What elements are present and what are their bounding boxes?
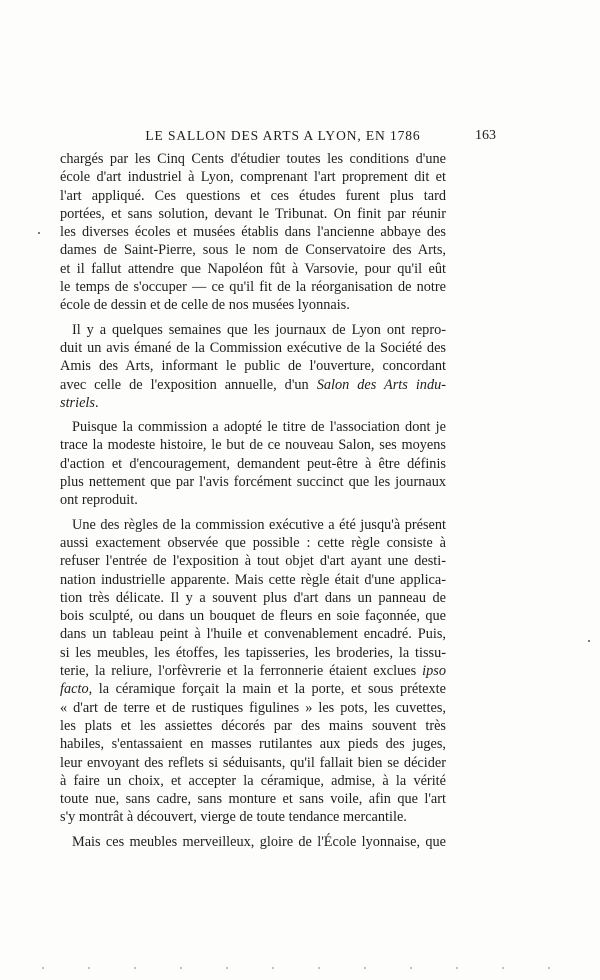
text-line: aussi exactement observée que possible : cette règle consiste à xyxy=(60,534,446,551)
text-line: leur envoyant des reflets si séduisants, qu'il fallait bien se décider xyxy=(60,754,446,771)
text-line: portées, et sans solution, devant le Tribunat. On finit par réunir xyxy=(60,205,446,222)
text-segment: terie, la reliure, l'orfèvrerie et la ferronnerie étaient exclues xyxy=(60,663,417,680)
text-line: plus nettement que par l'avis forcément succinct que les journaux xyxy=(60,474,446,491)
text-line: chargés par les Cinq Cents d'étudier toutes les conditions d'une xyxy=(60,151,446,167)
text-line: si les meubles, les étoffes, les tapisseries, les broderies, la tissu- xyxy=(60,644,446,661)
text-line: bois sculpté, ou dans un bouquet de fleurs en soie façonnée, que xyxy=(60,608,446,625)
text-line: toute nue, sans cadre, sans monture et sans voile, afin que l'art xyxy=(60,791,446,808)
paragraph-2 xyxy=(60,321,446,412)
text-line: les diverses écoles et musées établis dans l'ancienne abbaye des xyxy=(60,224,446,241)
text-line: Il y a quelques semaines que les journaux de Lyon ont repro- xyxy=(72,321,446,338)
text-line: « d'art de terre et de rustiques figulines » les pots, les cuvettes, xyxy=(60,699,446,716)
scan-speck xyxy=(38,232,40,234)
text-line: nation industrielle apparente. Mais cette règle était d'une applica- xyxy=(60,571,446,588)
text-line: d'action et d'encouragement, demandent peut-être à être définis xyxy=(60,455,446,472)
text-line: habiles, s'entassaient en masses rutilantes aux pieds des juges, xyxy=(60,736,446,753)
italic-title: striels xyxy=(60,394,95,411)
text-line: dans un tableau peint à l'huile et convenablement encadré. Puis, xyxy=(60,626,446,643)
text-line: duit un avis émané de la Commission exécutive de la Société des xyxy=(60,339,446,356)
paragraph-3 xyxy=(60,418,446,509)
paragraph-5 xyxy=(60,833,446,851)
text-line: trace la modeste histoire, le but de ce nouveau Salon, ses moyens xyxy=(60,437,446,454)
text-line: Amis des Arts, informant le public de l'ouverture, concordant xyxy=(60,358,446,375)
text-line: les plats et les assiettes décorés par des mains souvent très xyxy=(60,717,446,734)
scan-speck xyxy=(588,640,590,642)
text-line xyxy=(60,680,446,698)
text-segment: avec celle de l'exposition annuelle, d'un xyxy=(60,376,309,393)
scan-edge-artifact xyxy=(20,966,580,970)
text-line: Mais ces meubles merveilleux, gloire de l'École lyonnaise, que xyxy=(72,833,446,850)
text-line: à faire un choix, et accepter la céramique, admise, à la vérité xyxy=(60,772,446,789)
running-header: LE SALLON DES ARTS A LYON, EN 1786 xyxy=(145,128,421,143)
text-line: le temps de s'occuper — ce qu'il fit de la réorganisation de notre xyxy=(60,279,446,296)
text-line: école de dessin et de celle de nos musées lyonnais. xyxy=(60,297,350,314)
text-line xyxy=(60,394,446,412)
text-line xyxy=(60,376,446,394)
italic-phrase: facto xyxy=(60,681,89,698)
paragraph-1 xyxy=(60,150,446,315)
text-line: et il fallut attendre que Napoléon fût à Varsovie, pour qu'il eût xyxy=(60,260,446,277)
body-text xyxy=(60,150,446,857)
paragraph-4 xyxy=(60,516,446,827)
text-line: dames de Saint-Pierre, sous le nom de Conservatoire des Arts, xyxy=(60,242,446,259)
text-line xyxy=(60,662,446,680)
text-line: refuser l'entrée de l'exposition à tout objet d'art ayant une desti- xyxy=(60,553,446,570)
text-line: école d'art industriel à Lyon, comprenant l'art proprement dit et xyxy=(60,169,446,186)
text-line: Une des règles de la commission exécutive a été jusqu'à présent xyxy=(72,516,446,533)
italic-title: Salon des Arts indu- xyxy=(316,376,447,393)
text-line: s'y montrât à découvert, vierge de toute tendance mercantile. xyxy=(60,809,407,826)
text-segment: . xyxy=(94,394,99,411)
text-line: l'art appliqué. Ces questions et ces études furent plus tard xyxy=(60,187,446,204)
text-line: tion très délicate. Il y a souvent plus d'art dans un panneau de xyxy=(60,589,446,606)
text-segment: , la céramique forçait la main et la porte, et sous prétexte xyxy=(88,681,446,698)
page-number: 163 xyxy=(475,128,496,143)
text-line: ont reproduit. xyxy=(60,492,138,509)
text-line: Puisque la commission a adopté le titre de l'association dont je xyxy=(72,419,446,436)
italic-phrase: ipso xyxy=(422,663,446,680)
